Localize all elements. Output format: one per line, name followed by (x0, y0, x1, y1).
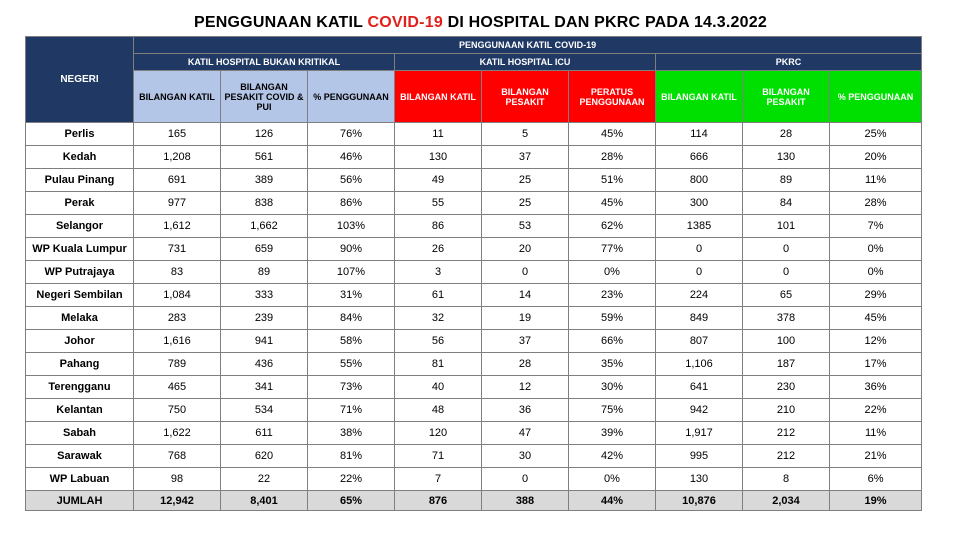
table-cell: 977 (134, 192, 221, 215)
state-cell: Kelantan (26, 399, 134, 422)
total-cell: 876 (395, 491, 482, 511)
table-cell: 61 (395, 284, 482, 307)
total-cell: 10,876 (656, 491, 743, 511)
header-group-pkrc: PKRC (656, 54, 922, 71)
table-cell: 1,084 (134, 284, 221, 307)
table-cell: 22% (830, 399, 922, 422)
table-row (26, 238, 922, 261)
table-cell: 838 (221, 192, 308, 215)
table-cell: 768 (134, 445, 221, 468)
table-cell: 641 (656, 376, 743, 399)
table-cell: 58% (308, 330, 395, 353)
state-cell: Terengganu (26, 376, 134, 399)
state-cell: Kedah (26, 146, 134, 169)
table-cell: 56% (308, 169, 395, 192)
state-cell: WP Labuan (26, 468, 134, 491)
table-cell: 6% (830, 468, 922, 491)
table-cell: 81% (308, 445, 395, 468)
table-cell: 19 (482, 307, 569, 330)
table-cell: 36% (830, 376, 922, 399)
table-row (26, 353, 922, 376)
total-cell: 65% (308, 491, 395, 511)
state-cell: Selangor (26, 215, 134, 238)
header-icu-pct: PERATUS PENGGUNAAN (569, 71, 656, 123)
table-cell: 40 (395, 376, 482, 399)
header-nc-beds: BILANGAN KATIL (134, 71, 221, 123)
table-row (26, 376, 922, 399)
page-title (0, 14, 961, 32)
header-main: PENGGUNAAN KATIL COVID-19 (134, 37, 922, 54)
table-cell: 37 (482, 330, 569, 353)
table-cell: 300 (656, 192, 743, 215)
table-row (26, 468, 922, 491)
table-cell: 90% (308, 238, 395, 261)
table-cell: 28% (830, 192, 922, 215)
table-cell: 1,616 (134, 330, 221, 353)
table-cell: 465 (134, 376, 221, 399)
table-cell: 86 (395, 215, 482, 238)
table-cell: 7 (395, 468, 482, 491)
table-cell: 210 (743, 399, 830, 422)
title-part2: DI HOSPITAL DAN PKRC PADA 14.3.2022 (442, 14, 767, 31)
header-icu-patients: BILANGAN PESAKIT (482, 71, 569, 123)
header-pkrc-pct: % PENGGUNAAN (830, 71, 922, 123)
table-cell: 995 (656, 445, 743, 468)
header-pkrc-patients: BILANGAN PESAKIT (743, 71, 830, 123)
table-cell: 22% (308, 468, 395, 491)
table-cell: 83 (134, 261, 221, 284)
table-cell: 23% (569, 284, 656, 307)
table-cell: 73% (308, 376, 395, 399)
table-cell: 436 (221, 353, 308, 376)
table-cell: 800 (656, 169, 743, 192)
table-cell: 56 (395, 330, 482, 353)
table-cell: 20% (830, 146, 922, 169)
table-cell: 100 (743, 330, 830, 353)
table-cell: 29% (830, 284, 922, 307)
table-cell: 66% (569, 330, 656, 353)
table-cell: 378 (743, 307, 830, 330)
state-cell: Perlis (26, 123, 134, 146)
table-cell: 65 (743, 284, 830, 307)
table-cell: 89 (743, 169, 830, 192)
table-cell: 30 (482, 445, 569, 468)
table-cell: 107% (308, 261, 395, 284)
total-row (26, 491, 922, 511)
table-row (26, 330, 922, 353)
table-row (26, 123, 922, 146)
total-cell: 19% (830, 491, 922, 511)
header-icu-beds: BILANGAN KATIL (395, 71, 482, 123)
table-cell: 25 (482, 169, 569, 192)
table-cell: 84 (743, 192, 830, 215)
table-cell: 659 (221, 238, 308, 261)
table-cell: 0 (743, 261, 830, 284)
state-cell: WP Putrajaya (26, 261, 134, 284)
table-cell: 28% (569, 146, 656, 169)
table-cell: 53 (482, 215, 569, 238)
table-cell: 731 (134, 238, 221, 261)
table-cell: 36 (482, 399, 569, 422)
table-row (26, 215, 922, 238)
table-cell: 28 (743, 123, 830, 146)
table-cell: 77% (569, 238, 656, 261)
total-cell: 44% (569, 491, 656, 511)
table-cell: 103% (308, 215, 395, 238)
total-cell: 12,942 (134, 491, 221, 511)
table-cell: 25 (482, 192, 569, 215)
table-cell: 12 (482, 376, 569, 399)
table-cell: 89 (221, 261, 308, 284)
table-cell: 1,622 (134, 422, 221, 445)
table-row (26, 284, 922, 307)
table-cell: 30% (569, 376, 656, 399)
table-cell: 187 (743, 353, 830, 376)
table-cell: 750 (134, 399, 221, 422)
table-cell: 126 (221, 123, 308, 146)
table-cell: 59% (569, 307, 656, 330)
table-cell: 84% (308, 307, 395, 330)
table-body (26, 123, 922, 511)
table-cell: 620 (221, 445, 308, 468)
table-row (26, 307, 922, 330)
state-cell: Perak (26, 192, 134, 215)
table-row (26, 422, 922, 445)
table-cell: 38% (308, 422, 395, 445)
table-cell: 789 (134, 353, 221, 376)
state-cell: Negeri Sembilan (26, 284, 134, 307)
total-cell: 388 (482, 491, 569, 511)
table-cell: 25% (830, 123, 922, 146)
table-cell: 12% (830, 330, 922, 353)
table-cell: 534 (221, 399, 308, 422)
table-cell: 75% (569, 399, 656, 422)
table-cell: 130 (656, 468, 743, 491)
header-nc-patients: BILANGAN PESAKIT COVID & PUI (221, 71, 308, 123)
table-cell: 39% (569, 422, 656, 445)
table-cell: 1385 (656, 215, 743, 238)
table-cell: 17% (830, 353, 922, 376)
table-cell: 120 (395, 422, 482, 445)
table-header (26, 37, 922, 123)
table-cell: 239 (221, 307, 308, 330)
table-cell: 807 (656, 330, 743, 353)
table-cell: 942 (656, 399, 743, 422)
table-cell: 165 (134, 123, 221, 146)
table-cell: 42% (569, 445, 656, 468)
table-cell: 86% (308, 192, 395, 215)
table-cell: 45% (569, 123, 656, 146)
table-cell: 62% (569, 215, 656, 238)
table-cell: 849 (656, 307, 743, 330)
table-row (26, 399, 922, 422)
table-cell: 5 (482, 123, 569, 146)
state-cell: Sabah (26, 422, 134, 445)
total-label: JUMLAH (26, 491, 134, 511)
table-cell: 0 (656, 238, 743, 261)
table-cell: 55 (395, 192, 482, 215)
total-cell: 8,401 (221, 491, 308, 511)
header-pkrc-beds: BILANGAN KATIL (656, 71, 743, 123)
table-cell: 22 (221, 468, 308, 491)
table-cell: 341 (221, 376, 308, 399)
table-cell: 0 (482, 261, 569, 284)
table-cell: 46% (308, 146, 395, 169)
table-cell: 1,662 (221, 215, 308, 238)
table-row (26, 192, 922, 215)
table-cell: 0 (482, 468, 569, 491)
table-cell: 1,612 (134, 215, 221, 238)
table-cell: 101 (743, 215, 830, 238)
table-cell: 389 (221, 169, 308, 192)
table-cell: 130 (395, 146, 482, 169)
table-cell: 7% (830, 215, 922, 238)
table-cell: 20 (482, 238, 569, 261)
table-cell: 1,917 (656, 422, 743, 445)
table-cell: 212 (743, 445, 830, 468)
table-cell: 333 (221, 284, 308, 307)
bed-usage-table (25, 36, 922, 511)
table-cell: 48 (395, 399, 482, 422)
table-cell: 0 (656, 261, 743, 284)
table-cell: 130 (743, 146, 830, 169)
table-cell: 0% (830, 238, 922, 261)
table-cell: 114 (656, 123, 743, 146)
table-cell: 76% (308, 123, 395, 146)
table-cell: 1,208 (134, 146, 221, 169)
table-cell: 230 (743, 376, 830, 399)
table-cell: 11% (830, 422, 922, 445)
state-cell: Melaka (26, 307, 134, 330)
header-negeri: NEGERI (26, 37, 134, 123)
table-cell: 11 (395, 123, 482, 146)
table-cell: 47 (482, 422, 569, 445)
table-cell: 81 (395, 353, 482, 376)
state-cell: Pahang (26, 353, 134, 376)
table-cell: 0 (743, 238, 830, 261)
table-cell: 691 (134, 169, 221, 192)
table-cell: 941 (221, 330, 308, 353)
state-cell: Sarawak (26, 445, 134, 468)
table-cell: 3 (395, 261, 482, 284)
table-cell: 35% (569, 353, 656, 376)
table-cell: 283 (134, 307, 221, 330)
table-cell: 45% (830, 307, 922, 330)
table-cell: 611 (221, 422, 308, 445)
table-cell: 45% (569, 192, 656, 215)
title-part1: PENGGUNAAN KATIL (194, 14, 368, 31)
table-cell: 51% (569, 169, 656, 192)
table-cell: 21% (830, 445, 922, 468)
table-row (26, 169, 922, 192)
table-cell: 0% (569, 261, 656, 284)
table-cell: 26 (395, 238, 482, 261)
table-cell: 224 (656, 284, 743, 307)
table-cell: 8 (743, 468, 830, 491)
title-highlight: COVID-19 (367, 14, 443, 31)
table-cell: 31% (308, 284, 395, 307)
table-cell: 1,106 (656, 353, 743, 376)
state-cell: WP Kuala Lumpur (26, 238, 134, 261)
table-row (26, 445, 922, 468)
table-cell: 14 (482, 284, 569, 307)
table-cell: 666 (656, 146, 743, 169)
header-group-icu: KATIL HOSPITAL ICU (395, 54, 656, 71)
table-row (26, 261, 922, 284)
state-cell: Pulau Pinang (26, 169, 134, 192)
table-cell: 37 (482, 146, 569, 169)
table-cell: 71 (395, 445, 482, 468)
header-group-non-critical: KATIL HOSPITAL BUKAN KRITIKAL (134, 54, 395, 71)
table-cell: 49 (395, 169, 482, 192)
table-cell: 561 (221, 146, 308, 169)
table-cell: 71% (308, 399, 395, 422)
table-cell: 0% (569, 468, 656, 491)
state-cell: Johor (26, 330, 134, 353)
table-cell: 0% (830, 261, 922, 284)
table-cell: 11% (830, 169, 922, 192)
table-cell: 212 (743, 422, 830, 445)
header-nc-pct: % PENGGUNAAN (308, 71, 395, 123)
table-cell: 32 (395, 307, 482, 330)
table-cell: 28 (482, 353, 569, 376)
table-cell: 55% (308, 353, 395, 376)
table-cell: 98 (134, 468, 221, 491)
table-row (26, 146, 922, 169)
total-cell: 2,034 (743, 491, 830, 511)
